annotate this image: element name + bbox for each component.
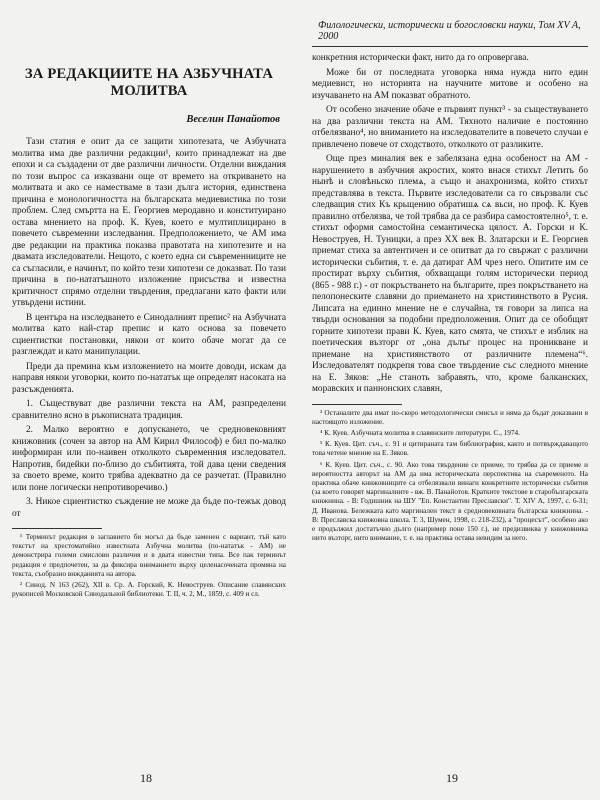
footnote-divider — [12, 528, 102, 529]
paragraph: конкретния исторически факт, нито да го опровергава. — [312, 53, 529, 63]
right-page — [296, 0, 600, 800]
footnote: ¹ Терминът редакция в заглавието би могъл да бъде заменен с вариант, тъй като текстът на хрестоматийно известната Азбучна молитва (по-нататък - АМ) не демонстрира големи смислови различия и в двата известни типа. Все пак терминът редакция е предпочетен, за да фиксира вниманието върху целенасочената промяна на текста, съобразно вижданията на автора. — [12, 533, 286, 578]
footnote: ⁴ К. Куев. Азбучната молитва в славянските литератури. С., 1974. — [320, 428, 520, 437]
paragraph: Преди да премина към изложението на моите доводи, искам да направя някои уговорки, които по-нататък ще определят насоката на разсъжденията. — [12, 361, 286, 395]
paragraph: В центъра на изследването е Синодалният препис² на Азбучната молитва като най-стар препис и като основа за повечето сциентистки постановки, някои от които обаче могат да се разглеждат и като манипулации. — [12, 312, 286, 357]
running-head: Филологически, исторически и богословски науки, Том XV A, 2000 — [312, 6, 588, 47]
article-title: ЗА РЕДАКЦИИТЕ НА АЗБУЧНАТА МОЛИТВА — [24, 66, 274, 99]
paragraph: 3. Никое сциентистко съждение не може да бъде по-тежък довод от — [12, 497, 286, 519]
right-body-text — [312, 53, 588, 396]
left-footnotes — [12, 533, 286, 599]
page-number: 18 — [140, 771, 152, 785]
footnote: ² Синод. N 163 (262), XII в. Ср. А. Горский, К. Невоструев. Описание славянских рукописей Московской Синодальной библиотеки. Т. II, ч. 2, М., 1859, с. 409 и сл. — [12, 581, 286, 599]
page-number: 19 — [446, 771, 458, 785]
footnote: ⁵ К. Куев. Цит. съч., с. 91 и цитираната там библиография, както и потвърждаващото това четене мнение на Е. Зяков. — [312, 440, 588, 458]
paragraph: 2. Малко вероятно е допускането, че средновековният книжовник (сочен за автор на АМ Кирил Философ) е бил по-малко информиран или по-наивен отколкото съвременния изследовател. Напротив, бидейки по-близо до събитията, той дава цени сведения за своето време, които трябва адекватно да се разчетат. (Правилно или поне логически непротиворечиво.) — [12, 425, 286, 493]
left-body-text — [12, 137, 286, 520]
right-footnotes — [312, 409, 588, 544]
footnote: ⁶ К. Куев. Цит. съч., с. 90. Ако това твърдение се приеме, то трябва да се приеме и вероятността авторът на АМ да има историческата перспектива на съвременото. На практика обаче книжовниците са отбелязвали винаги конкретните исторически събития (за което говорят маргиналните - вж. В. Панайотов. Кратките текстове в старобългарската книжнина. - В: Годишник на ШУ "Еп. Константин Преславски". Т. XIV А, 1997, с. 6-31; Д. Иванова. Бележката като маргинален текст в средновековната българска книжнина. - В: Преславска книжовна школа. Т. 3, Шумен, 1998, с. 218-232), а "процесът", особено ако е продължил достатъчно дълго (например поне 150 г.), не предизвиква у книжовника нито възторг, нито внимание, т. е. на практика остава невидим за него. — [312, 460, 588, 543]
article-author: Веселин Панайотов — [186, 114, 280, 125]
footnote-divider — [312, 404, 402, 405]
paragraph: 1. Съществуват две различни текста на АМ, разпределени сравнително ясно в ръкописната традиция. — [12, 399, 286, 421]
paragraph: Още през миналия век е забелязана една особеност на АМ - нарушението в азбучния акростих, която внася стихът Летить бо нынѣ и словѣньско племѧ, а също и анахронизма, който стихът представлява в текста. Първите изследователи са го свързвали със следващия стих Къ крьщению обратишѧ сѧ вьси, но проф. К. Куев правилно отбелязва, че той трябва да се разбира самостоятелно⁵, т. е. стихът оформя самостойна семантическа цялост. А. Горски и К. Невоструев, Н. Туницки, а през XX век В. Златарски и Е. Георгиев приемат стиха за автентичен и се опитват да го свържат с различни исторически събития, т. е. да датират АМ чрез него. Опитите им се простират върху събития, обхващащи голям исторически период (865 - 988 г.) - от покръстването на българите, през покръстването на пелопонеските славяни до приемането на християнството в Русия. Липсата на единно мнение не е случайна, тя говори за липса на твърди основания за подобни предположения. Опит да се обобщят горните хипотези прави К. Куев, като смята, че стихът е изблик на поетическия възторг от „она дълъг процес на проникване и приемане на християнството от различните племена“⁶. Изследователят подкрепя това свое твърдение със следното мнение на Е. Зяков: „Не станоть забравять, что, кроме балканских, моравских и паннонских славян, — [312, 154, 588, 394]
paragraph: Тази статия е опит да се защити хипотезата, че Азбучната молитва има две различни редакции¹, които принадлежат на две епохи и са създадени от две различни личности. Отделни виждания по този въпрос са изказвани още от времето на откриването на молитвата и ако се наместваме в тази дълга история, единствена причина е монологичността на българската медиевистика по този проблем. След смъртта на Е. Георгиев меродавно и конституирано остава мнението на проф. К. Куев, което е мултиплицирано в повечето съвременни изследвания. Предположението, че АМ има две редакции на практика показва правотата на хипотезите и на двамата изследователи. Нещото, с което една си съвременниците не са съгласили, е начинът, по който тези хипотези се доказват. По тази причина в по-нататъшното изложение присъства и известна критичност спрямо отделни твърдения, предлагани като факти или утвърдени истини. — [12, 137, 286, 308]
paragraph: Може би от последната уговорка няма нужда нито един медиевист, но историята на научните митове и особено на изучаването на АМ показват обратното. — [312, 67, 588, 101]
paragraph: От особено значение обаче е първият пункт³ - за съществуването на два различни текста на АМ. Тяхното наличие е постоянно отбелязвано⁴, но вниманието на изследователите в повечето случаи е привлечено повече от сходството, отколкото от разликите. — [312, 105, 588, 150]
footnote: ³ Останалите два имат по-скоро методологически смисъл и няма да бъдат доказвани в настоящото изложение. — [312, 408, 588, 426]
left-page — [0, 0, 296, 800]
